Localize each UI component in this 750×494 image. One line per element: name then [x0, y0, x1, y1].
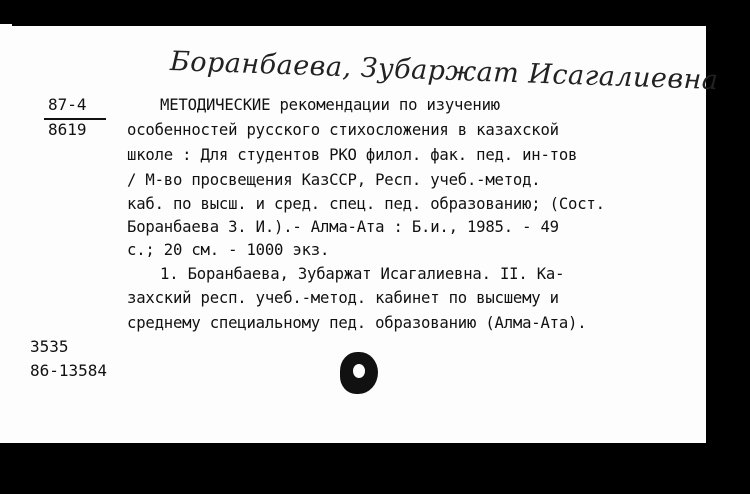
tracing-line: среднему специальному пед. образованию (Алма-Ата). [127, 314, 587, 332]
body-line: с.; 20 см. - 1000 экз. [127, 241, 330, 259]
body-line: особенностей русского стихосложения в казахской [127, 121, 559, 139]
call-number-bottom: 8619 [48, 120, 87, 139]
body-line: Боранбаева З. И.).- Алма-Ата : Б.и., 1985. - 49 [127, 218, 559, 236]
catalog-card [0, 26, 719, 443]
tracing-line: захский респ. учеб.-метод. кабинет по высшему и [127, 289, 559, 307]
body-line: / М-во просвещения КазССР, Респ. учеб.-метод. [127, 171, 541, 189]
ink-blot-hole [353, 364, 365, 378]
call-number-top: 87-4 [48, 95, 87, 114]
accession-number-2: 86-13584 [30, 361, 108, 380]
handwritten-author-heading: Боранбаева, Зубаржат Исагалиевна [169, 46, 719, 97]
tracing-line: 1. Боранбаева, Зубаржат Исагалиевна. II. Ка- [160, 265, 565, 283]
body-line: школе : Для студентов РКО филол. фак. пед. ин-тов [127, 146, 578, 164]
body-line-title: МЕТОДИЧЕСКИЕ рекомендации по изучению [160, 96, 500, 114]
body-line: каб. по высш. и сред. спец. пед. образованию; (Сост. [127, 195, 605, 213]
accession-number-1: 3535 [30, 337, 69, 356]
